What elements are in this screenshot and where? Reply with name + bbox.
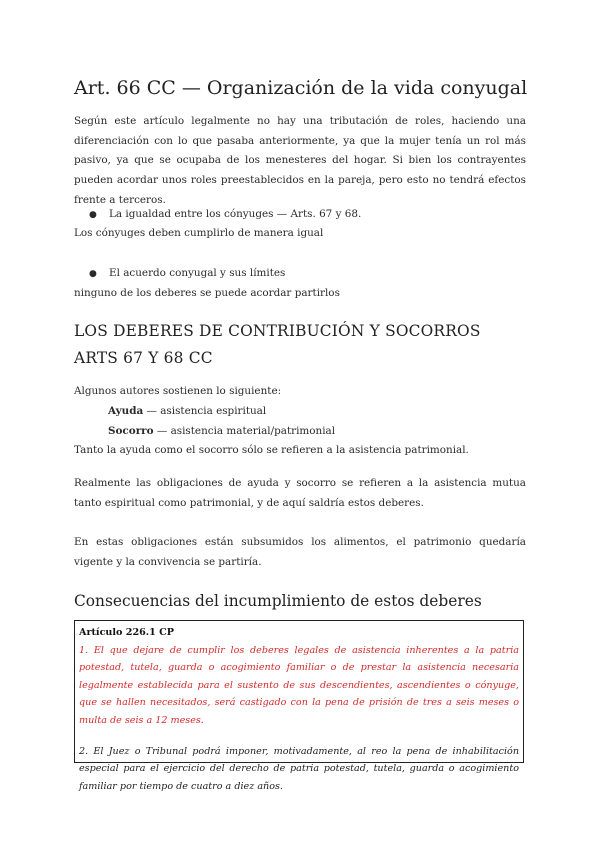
bullet-dot-icon: ● xyxy=(89,210,97,220)
subheading-consequences: Consecuencias del incumplimiento de estos deberes xyxy=(74,592,482,610)
legal-paragraph-1: 1. El que dejare de cumplir los deberes legales de asistencia inherentes a la patria potestad, tutela, guarda o acogimiento familiar o de prestar la asistencia necesaria legalmente establecida para el sustento de sus descendientes, ascendientes o cónyuge, que se hallen necesitados, será castigado con la pena de prisión de tres a seis meses o multa de seis a 12 meses. xyxy=(79,645,519,726)
bullet-text: El acuerdo conyugal y sus límites xyxy=(109,267,286,279)
legal-article-title: Artículo 226.1 CP xyxy=(79,627,175,638)
legal-quote-box xyxy=(74,620,524,792)
article-title: Art. 66 CC — Organización de la vida conyugal xyxy=(74,77,528,99)
definition-socorro xyxy=(108,424,335,438)
bullet-item-agreement xyxy=(89,266,285,281)
paragraph-obligations: Realmente las obligaciones de ayuda y socorro se refieren a la asistencia mutua tanto espiritual como patrimonial, y de aquí saldría estos deberes. xyxy=(74,477,526,509)
definition-text: — asistencia material/patrimonial xyxy=(153,425,336,437)
definition-term: Socorro xyxy=(108,425,154,437)
paragraph-subsumed: En estas obligaciones están subsumidos los alimentos, el patrimonio quedaría vigente y la convivencia se partiría. xyxy=(74,536,526,568)
bullet-note: Los cónyuges deben cumplirlo de manera igual xyxy=(74,227,324,239)
section-heading: LOS DEBERES DE CONTRIBUCIÓN Y SOCORROS ARTS 67 Y 68 CC xyxy=(74,322,481,367)
bullet-text: La igualdad entre los cónyuges — Arts. 67 y 68. xyxy=(109,208,362,220)
authors-intro: Algunos autores sostienen lo siguiente: xyxy=(74,385,282,397)
definition-term: Ayuda xyxy=(108,405,144,417)
bullet-item-equality xyxy=(89,207,361,222)
legal-paragraph-2: 2. El Juez o Tribunal podrá imponer, motivadamente, al reo la pena de inhabilitación especial para el ejercicio del derecho de patria potestad, tutela, guarda o acogimiento familiar por tiempo de cuatro a diez años. xyxy=(79,746,519,792)
intro-paragraph: Según este artículo legalmente no hay una tributación de roles, haciendo una diferenciación con lo que pasaba anteriormente, ya que la mujer tenía un rol más pasivo, ya que se ocupaba de los menesteres del hogar. Si bien los contrayentes pueden acordar unos roles preestablecidos en la pareja, pero esto no tendrá efectos frente a terceros. xyxy=(74,115,526,206)
definition-ayuda xyxy=(108,404,266,418)
summary-line: Tanto la ayuda como el socorro sólo se refieren a la asistencia patrimonial. xyxy=(74,444,469,456)
bullet-dot-icon: ● xyxy=(89,269,97,279)
bullet-note: ninguno de los deberes se puede acordar partirlos xyxy=(74,287,340,299)
definition-text: — asistencia espiritual xyxy=(143,405,267,417)
